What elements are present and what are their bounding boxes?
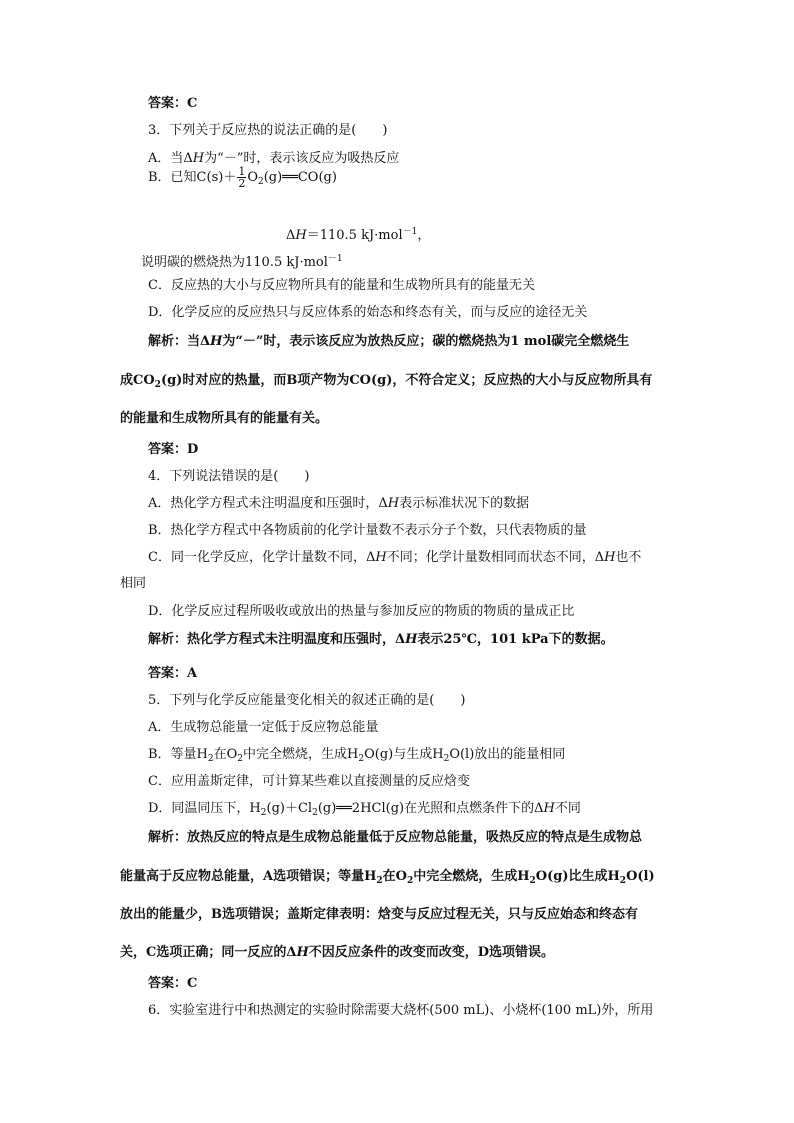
- q3-stem: 3．下列关于反应热的说法正确的是( ): [148, 123, 388, 138]
- q5-option-c: C．应用盖斯定律，可计算某些难以直接测量的反应焓变: [148, 774, 470, 789]
- q4-option-a: A．热化学方程式未注明温度和压强时，ΔH表示标准状况下的数据: [148, 496, 530, 511]
- q4-option-c: C．同一化学反应，化学计量数不同，ΔH不同；化学计量数相同而状态不同，ΔH也不: [148, 550, 642, 565]
- q3-option-a: A．当ΔH为“－”时，表示该反应为吸热反应: [148, 151, 400, 166]
- q5-option-d: D．同温同压下，$H_2(g)+Cl_2(g)══2HCl(g)$在光照和点燃条件下的ΔH不同: [148, 801, 581, 818]
- q4-option-b: B．热化学方程式中各物质前的化学计量数不表示分子个数，只代表物质的量: [148, 523, 587, 538]
- q5-explanation-line1: 解析：放热反应的特点是生成物总能量低于反应物总能量，吸热反应的特点是生成物总: [148, 830, 643, 845]
- q3-explanation-line3: 的能量和生成物所具有的能量有关。: [120, 411, 329, 426]
- q3-option-d: D．化学反应的反应热只与反应体系的始态和终态有关，而与反应的途径无关: [148, 305, 588, 320]
- q4-explanation: 解析：热化学方程式未注明温度和压强时，ΔH表示25℃，101 kPa下的数据。: [148, 632, 614, 647]
- q5-stem: 5．下列与化学反应能量变化相关的叙述正确的是( ): [148, 693, 466, 708]
- q4-option-c-continued: 相同: [120, 576, 147, 591]
- q5-explanation-line3: 放出的能量少，B选项错误；盖斯定律表明：焓变与反应过程无关，只与反应始态和终态有: [120, 907, 638, 922]
- q3-option-b-conclusion: 说明碳的燃烧热为110.5 kJ·mol$^{-1}$: [141, 254, 343, 270]
- q5-option-b: B．等量$H_2$在$O_2$中完全燃烧，生成$H_2O(g)$与生成$H_2O(l)$放出的能量相同: [148, 747, 566, 764]
- q3-option-c: C．反应热的大小与反应物所具有的能量和生成物所具有的能量无关: [148, 278, 535, 293]
- q2-answer: 答案：C: [148, 96, 198, 111]
- q4-stem: 4．下列说法错误的是( ): [148, 469, 310, 484]
- q4-answer: 答案：A: [148, 666, 198, 681]
- q3-explanation-line2: 成$CO_2(g)$时对应的热量，而B项产物为CO(g)，不符合定义；反应热的大小与反应物所具有: [120, 373, 653, 390]
- q5-option-a: A．生成物总能量一定低于反应物总能量: [148, 720, 379, 735]
- q3-delta-h-value: ΔH＝110.5 kJ·mol$^{-1}$，: [286, 227, 431, 243]
- q6-stem: 6．实验室进行中和热测定的实验时除需要大烧杯(500 mL)、小烧杯(100 mL)外，所用: [148, 1003, 654, 1018]
- q5-explanation-line4: 关，C选项正确；同一反应的ΔH不因反应条件的改变而改变，D选项错误。: [120, 945, 555, 960]
- q5-explanation-line2: 能量高于反应物总能量，A选项错误；等量$H_2$在$O_2$中完全燃烧，生成$H_2O(g)$比生成$H_2O(l)$: [120, 869, 655, 886]
- q5-answer: 答案：C: [148, 976, 198, 991]
- q3-answer: 答案：D: [148, 442, 199, 457]
- q4-option-d: D．化学反应过程所吸收或放出的热量与参加反应的物质的物质的量成正比: [148, 604, 575, 619]
- q3-explanation-line1: 解析：当ΔH为“－”时，表示该反应为放热反应；碳的燃烧热为1 mol碳完全燃烧生: [148, 334, 630, 349]
- q3-option-b: B．已知C(s)＋ $\frac{1}{2}$ $O_2(g)══CO(g)$: [148, 165, 337, 190]
- fraction-one-half: $\frac{1}{2}$: [238, 165, 246, 190]
